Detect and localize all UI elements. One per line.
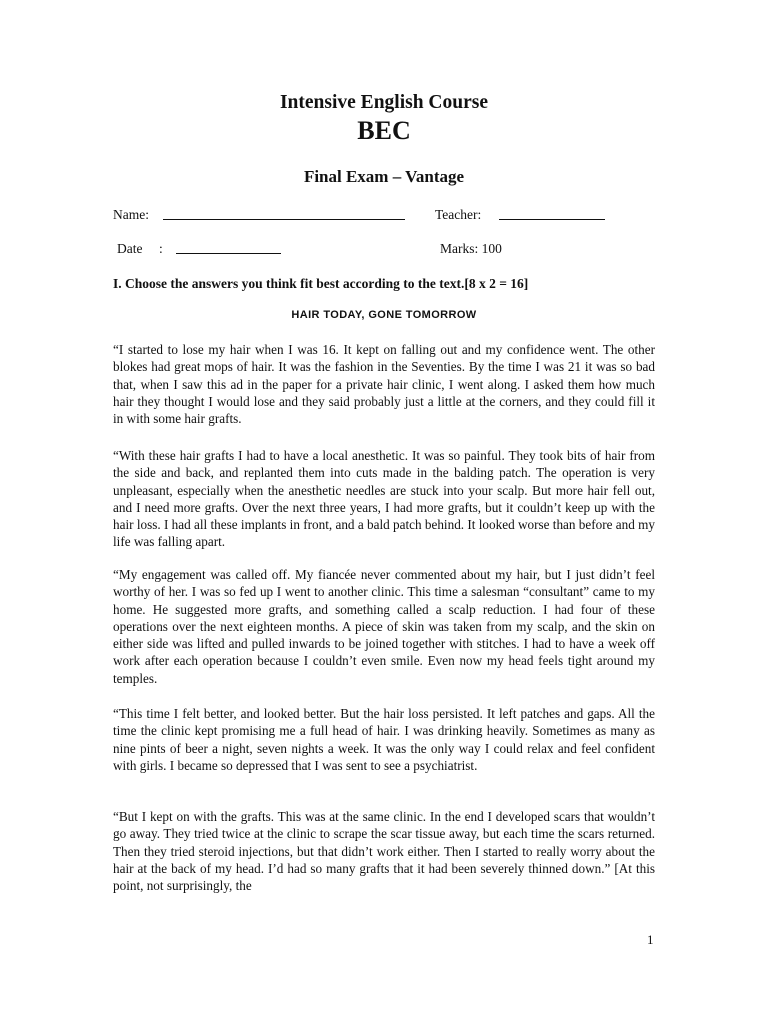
page-number: 1 [647,932,654,947]
course-title: Intensive English Course [279,92,489,113]
paragraph-5: “But I kept on with the grafts. This was at the same clinic. In the end I developed scars that wouldn’t go away. They tried twice at the clinic to scrape the scar tissue away, but each time the scars returned. Then they tried steroid injections, but that didn’t work either. Then I started to really worry about the hair at the back of my head. I’d had so many grafts that it had been severely thinned down.” [At this point, not surprisingly, the [113,809,655,894]
exam-title: Final Exam – Vantage [303,167,465,186]
teacher-field [435,207,481,223]
date-colon: : [159,241,163,256]
name-blank[interactable] [163,207,405,220]
date-blank[interactable] [176,241,281,254]
name-line-wrap [163,207,405,224]
date-colon-wrap [159,241,163,257]
name-label: Name: [113,207,149,222]
name-field [113,207,149,223]
paragraph-4: “This time I felt better, and looked better. But the hair loss persisted. It left patches and gaps. All the time the clinic kept promising me a full head of hair. I was drinking heavily. Sometimes as many as nine pints of beer a night, seven nights a week. It was the only way I could relax and feel confident with girls. I became so depressed that I was sent to see a psychiatrist. [113,706,655,773]
paragraph-1: “I started to lose my hair when I was 16. It kept on falling out and my confidence went. The other blokes had great mops of hair. It was the fashion in the Seventies. By the time I was 21 it was so bad that, when I saw this ad in the paper for a private hair clinic, I went along. I asked them how much hair they thought I would lose and they said probably just a little at the corners, and they could fill it in with some hair grafts. [113,342,655,427]
date-field [117,241,142,257]
exam-code: BEC [357,116,411,145]
date-label: Date [117,241,143,256]
reading-title: HAIR TODAY, GONE TOMORROW [291,309,477,321]
marks-text: Marks: 100 [440,241,502,256]
paragraph-2: “With these hair grafts I had to have a local anesthetic. It was so painful. They took bits of hair from the side and back, and replanted them into cuts made in the balding patch. The operation is very unpleasant, especially when the anesthetic needles are stuck into your scalp. But more hair fell out, and I need more grafts. Over the next three years, I had more grafts, but it couldn’t keep up with the hair loss. I had all these implants in front, and a bald patch behind. It looked worse than before and my life was falling apart. [113,448,655,550]
section-instruction: I. Choose the answers you think fit best according to the text.[8 x 2 = 16] [113,276,529,291]
teacher-label: Teacher: [435,207,482,222]
teacher-line-wrap [499,207,605,224]
teacher-blank[interactable] [499,207,605,220]
date-line-wrap [176,241,281,258]
marks-field [440,241,502,257]
paragraph-3: “My engagement was called off. My fiancée never commented about my hair, but I just didn’t feel worthy of her. I was so fed up I went to another clinic. This time a salesman “consultant” came to my home. He suggested more grafts, and something called a scalp reduction. I had four of these operations over the next eighteen months. A piece of skin was taken from my scalp, and the skin on either side was lifted and pulled inwards to be joined together with stitches. I had to have a week off work after each operation because I couldn’t even smile. Even now my head feels tight around my temples. [113,567,655,686]
